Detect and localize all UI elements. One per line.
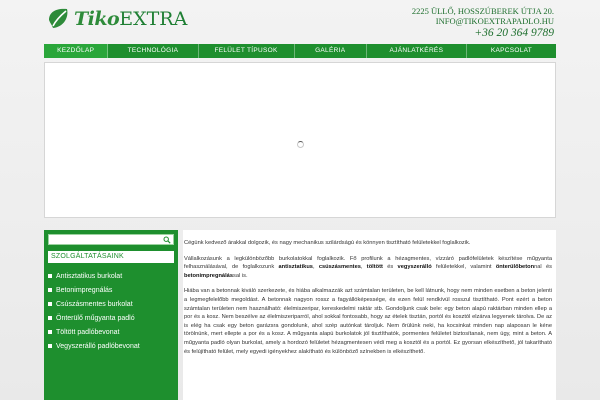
nav-item-kezdolap[interactable]: KEZDŐLAP — [44, 44, 108, 58]
bullet-icon — [48, 302, 52, 306]
description-paragraph: Hiába van a betonnak kiváló szerkezete, és hiába alkalmazzák azt számtalan területen, be kell látnunk, hogy nem minden esetben a beton jelenti a legmegfelelőbb megoldást. A betonnak nagyon rossz a fagyállóképessége, és ezen felül rendkívül rosszul tisztítható. Pont ezért a beton számtalan területen nem használható: élelmiszeripar, kereskedelmi raktár stb. Gondoljunk csak bele: egy beton alapú raktárban minden ellep a por és a kosz. Nem beszélve az élelmiszeriparról, ahol sokkal fontosabb, hogy az ételek tisztán, portól és kosztól elzárva legyenek tárolva. De az is elég ha csak egy beton garázsra gondolunk, ahol szép autónkat tároljuk. Nem őrülünk neki, ha kocsinkat minden nap alaposan le kéne törölnünk, mert ellepte a por és a kosz. A műgyanta alapú burkolatok jól tisztíthatók, pormentes felületet biztosítanak, nem úgy, mint a beton. A műgyanta padló olyan burkolat, amely a hordozó felületet hézagmentesen védi meg a kosztól és a portól. Ez gyorsan elkészíthető, jól takarítható és felújítható felület, mely egyedi igényekhez alakítható és különböző színekben is elkészíthető. — [184, 288, 552, 355]
text-run: nal és — [534, 264, 552, 271]
image-slider[interactable] — [44, 62, 556, 218]
main-nav — [44, 44, 556, 58]
keyword-csuszasmentes: csúszásmentes — [318, 264, 361, 271]
keyword-betonimpregnalas: betonimpregnálás — [184, 272, 233, 279]
bullet-icon — [48, 316, 52, 320]
text-run: , — [360, 264, 367, 271]
bullet-icon — [48, 330, 52, 334]
sidebar — [44, 230, 178, 400]
nav-item-galeria[interactable]: GALÉRIA — [295, 44, 367, 58]
service-link-csuszasmentes[interactable] — [48, 297, 174, 311]
search-input[interactable] — [48, 234, 174, 245]
contact-address: 2225 ÜLLŐ, HOSSZÚBEREK ÚTJA 20. — [411, 6, 554, 16]
bullet-icon — [48, 288, 52, 292]
logo-text-tiko: Tiko — [74, 8, 120, 30]
service-link-onterulo[interactable] — [48, 311, 174, 325]
keyword-vegyszerallo: vegyszerálló — [397, 264, 432, 271]
main-content — [183, 230, 556, 400]
service-label: Betonimpregnálás — [56, 286, 113, 294]
service-label: Csúszásmentes burkolat — [56, 300, 133, 308]
service-label: Önterülő műgyanta padló — [56, 314, 135, 322]
service-link-vegyszerallo[interactable] — [48, 339, 174, 353]
text-run: , — [312, 264, 319, 271]
service-label: Antisztatikus burkolat — [56, 272, 123, 280]
service-link-toltott[interactable] — [48, 325, 174, 339]
nav-item-technologia[interactable]: TECHNOLÓGIA — [108, 44, 198, 58]
contact-phone[interactable]: +36 20 364 9789 — [474, 27, 554, 39]
service-link-betonimpregnalas[interactable] — [48, 283, 174, 297]
service-label: Vegyszerálló padlóbevonat — [56, 342, 140, 350]
nav-item-kapcsolat[interactable]: KAPCSOLAT — [490, 47, 533, 54]
services-title: SZOLGÁLTATÁSAINK — [48, 251, 174, 263]
text-run: és — [382, 264, 398, 271]
logo-text-extra: EXTRA — [119, 8, 188, 30]
services-paragraph — [184, 255, 552, 281]
service-link-antisztatikus[interactable] — [48, 269, 174, 283]
text-run: Vállalkozásunk a legkülönbözőbb burkolatokkal foglalkozik. Fő profilunk a hézagmentes, vízzáró padlófelületek készítése műgyanta felhasználásával, de foglalkozunk — [184, 255, 552, 271]
loading-spinner-icon — [297, 141, 304, 148]
leaf-logo-icon — [47, 7, 71, 31]
text-run: sal is. — [233, 272, 248, 279]
service-label: Töltött padlóbevonat — [56, 328, 120, 336]
keyword-toltott: töltött — [366, 264, 383, 271]
bullet-icon — [48, 274, 52, 278]
contact-block — [412, 6, 554, 40]
services-list — [48, 269, 174, 353]
bullet-icon — [48, 344, 52, 348]
search-icon[interactable] — [162, 235, 172, 244]
keyword-antisztatikus: antisztatikus — [278, 264, 313, 271]
magnifier-icon — [163, 236, 171, 244]
text-run: felületekkel, valamint — [431, 264, 496, 271]
keyword-onterulobeton: önterülőbeton — [495, 264, 535, 271]
contact-email[interactable]: INFO@TIKOEXTRAPADLO.HU — [435, 16, 554, 26]
intro-paragraph: Cégünk kedvező árakkal dolgozik, és nagy mechanikus szilárdságú és könnyen tisztítható felületekkel foglalkozik. — [184, 240, 471, 246]
nav-item-felulet-tipusok[interactable]: FELÜLET TÍPUSOK — [199, 44, 295, 58]
site-logo[interactable] — [47, 5, 187, 33]
nav-item-ajanlatkeres[interactable]: AJÁNLATKÉRÉS — [367, 44, 467, 58]
